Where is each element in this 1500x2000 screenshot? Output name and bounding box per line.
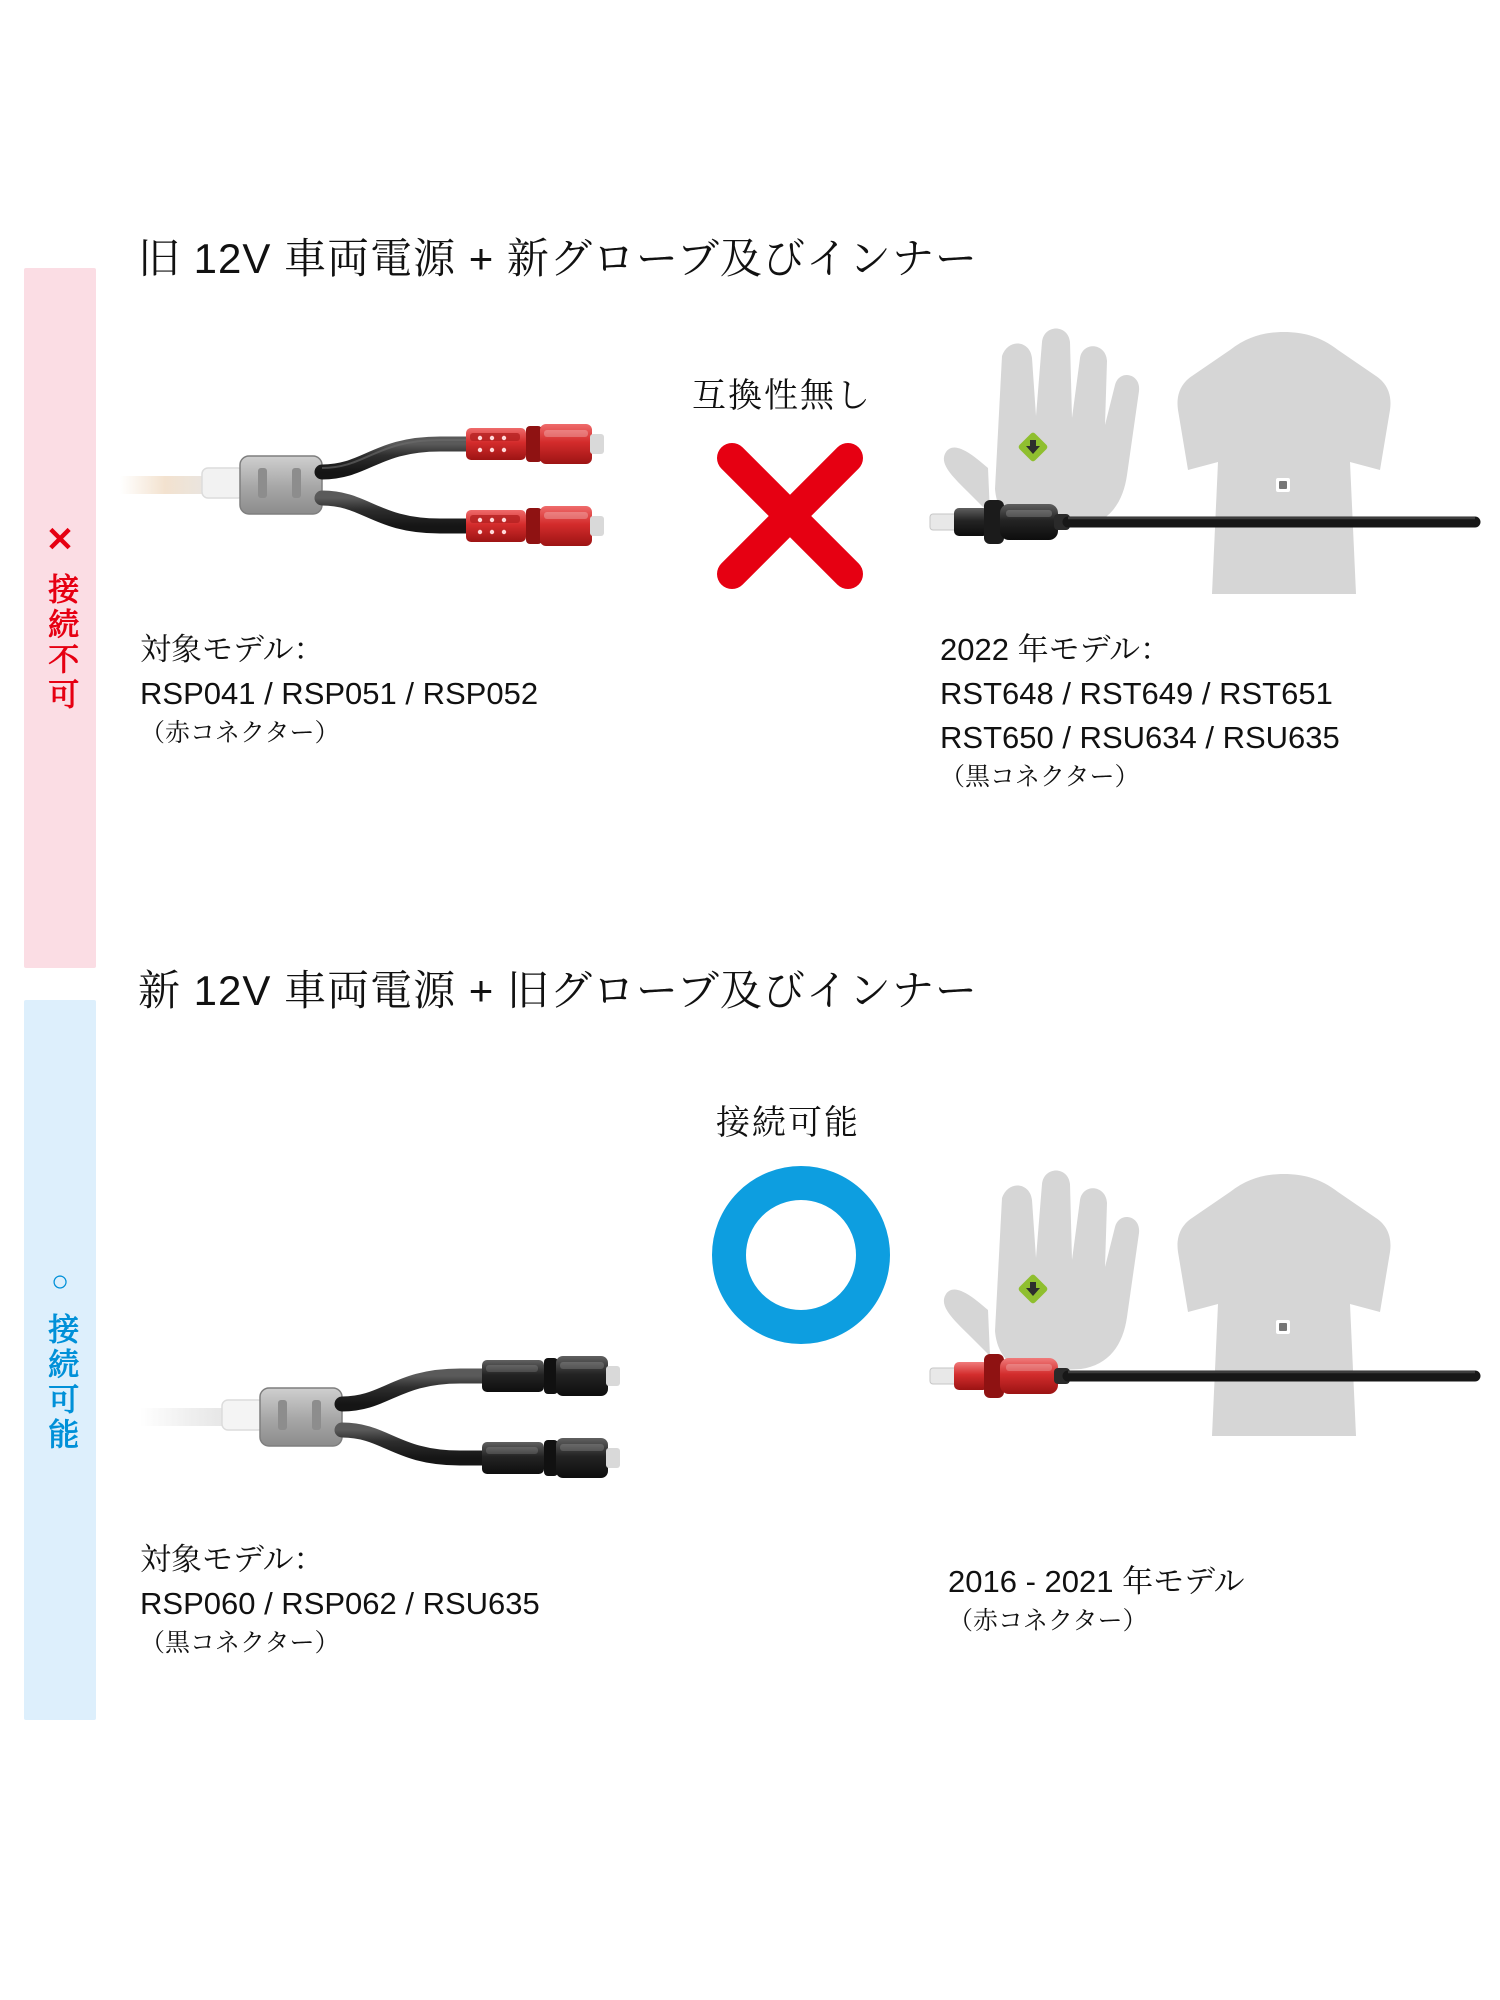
caption-gear-old <box>948 1560 1245 1640</box>
inner-jacket-silhouette <box>1178 332 1391 594</box>
big-x-icon <box>710 436 870 596</box>
caption-line: RST648 / RST649 / RST651 <box>940 676 1333 712</box>
glove-silhouette <box>944 329 1139 530</box>
caption-line: 対象モデル： <box>140 1542 325 1577</box>
circle-icon: ○ <box>50 1265 70 1298</box>
caption-line: 2022 年モデル： <box>940 632 1172 667</box>
glove-inner-red-plug-art <box>930 1170 1475 1480</box>
caption-note: （赤コネクター） <box>948 1607 1148 1636</box>
cross-icon: ✕ <box>45 521 75 559</box>
caption-line: 2016 - 2021 年モデル <box>948 1564 1245 1599</box>
section-incompatible <box>0 235 1500 988</box>
caption-line: RSP060 / RSP062 / RSU635 <box>140 1586 540 1622</box>
caption-power-old <box>140 628 538 752</box>
caption-gear-new <box>940 628 1340 796</box>
black-connector <box>930 500 1475 544</box>
status-rail-incompatible <box>24 268 96 968</box>
status-label-compatible: 接続可能 <box>43 1313 79 1453</box>
section-heading-incompatible: 旧 12V 車両電源 + 新グローブ及びインナー <box>138 235 978 282</box>
caption-note: （黒コネクター） <box>940 763 1140 792</box>
power-cable-red-connectors-art <box>140 398 680 598</box>
caption-note: （赤コネクター） <box>140 719 340 748</box>
status-rail-compatible <box>24 1000 96 1720</box>
power-cable-black-connectors-art <box>170 1330 690 1530</box>
center-note-incompatible: 互換性無し <box>692 377 872 415</box>
section-heading-compatible: 新 12V 車両電源 + 旧グローブ及びインナー <box>138 967 978 1014</box>
caption-line: RST650 / RSU634 / RSU635 <box>940 720 1340 756</box>
caption-line: RSP041 / RSP051 / RSP052 <box>140 676 539 712</box>
caption-note: （黒コネクター） <box>140 1629 340 1658</box>
red-connector <box>930 1354 1475 1398</box>
big-o-icon <box>706 1160 896 1350</box>
caption-line: 対象モデル： <box>140 632 325 667</box>
inner-jacket-silhouette <box>1178 1174 1391 1436</box>
glove-silhouette <box>944 1171 1139 1372</box>
status-label-incompatible: 接続不可 <box>43 573 79 713</box>
center-note-compatible: 接続可能 <box>716 1104 860 1142</box>
glove-inner-black-plug-art <box>930 328 1475 618</box>
caption-power-new <box>140 1538 540 1662</box>
